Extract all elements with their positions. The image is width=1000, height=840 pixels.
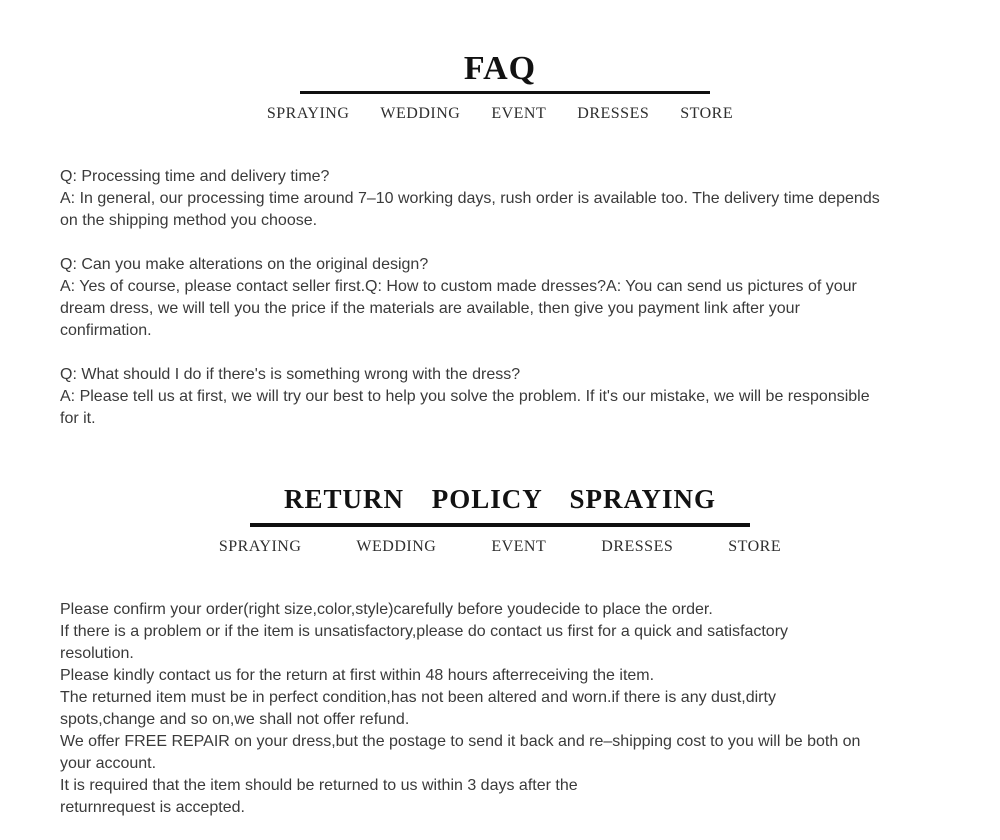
policy-line: Please kindly contact us for the return at first within 48 hours afterreceiving the item. (60, 667, 655, 684)
nav-item-store[interactable]: STORE (728, 538, 782, 555)
policy-line: your account. (60, 755, 157, 772)
policy-line: If there is a problem or if the item is unsatisfactory,please do contact us first for a quick and satisfactory (60, 623, 789, 640)
faq-title: FAQ (463, 50, 537, 87)
qa-line: Q: Can you make alterations on the original design? (60, 256, 429, 273)
policy-line: It is required that the item should be returned to us within 3 days after the (60, 777, 578, 794)
policy-line: Please confirm your order(right size,color,style)carefully before youdecide to place the order. (60, 601, 713, 618)
qa-line: dream dress, we will tell you the price if the materials are available, then give you payment link after your (60, 300, 800, 317)
qa-line: confirmation. (60, 322, 152, 339)
nav-item-event[interactable]: EVENT (491, 105, 547, 122)
qa-line: A: Please tell us at first, we will try our best to help you solve the problem. If it's our mistake, we will be responsible (60, 388, 870, 405)
qa-block-processing-time (60, 166, 1000, 232)
nav-item-spraying[interactable]: SPRAYING (266, 105, 350, 122)
nav-item-spraying[interactable]: SPRAYING (218, 538, 302, 555)
policy-line: spots,change and so on,we shall not offer refund. (60, 711, 410, 728)
qa-line: Q: What should I do if there's is something wrong with the dress? (60, 366, 521, 383)
nav-item-dresses[interactable]: DRESSES (601, 538, 674, 555)
qa-line: Q: Processing time and delivery time? (60, 168, 330, 185)
qa-line: on the shipping method you choose. (60, 212, 318, 229)
nav-item-wedding[interactable]: WEDDING (380, 105, 461, 122)
faq-category-nav (0, 103, 1000, 125)
return-policy-title-underline (250, 523, 750, 527)
nav-item-dresses[interactable]: DRESSES (577, 105, 650, 122)
return-policy-title: RETURN POLICY SPRAYING (283, 484, 717, 514)
nav-item-wedding[interactable]: WEDDING (356, 538, 437, 555)
policy-line: We offer FREE REPAIR on your dress,but the postage to send it back and re–shipping cost to you will be both on (60, 733, 861, 750)
policy-line: The returned item must be in perfect condition,has not been altered and worn.if there is any dust,dirty (60, 689, 776, 706)
qa-line: A: Yes of course, please contact seller first.Q: How to custom made dresses?A: You can send us pictures of your (60, 278, 857, 295)
qa-block-something-wrong (60, 364, 1000, 430)
nav-item-store[interactable]: STORE (680, 105, 734, 122)
faq-title-underline (300, 91, 710, 94)
policy-line: returnrequest is accepted. (60, 799, 245, 816)
qa-line: for it. (60, 410, 96, 427)
return-policy-category-nav (0, 536, 1000, 558)
policy-line: resolution. (60, 645, 134, 662)
qa-block-alterations (60, 254, 1000, 342)
nav-item-event[interactable]: EVENT (491, 538, 547, 555)
qa-line: A: In general, our processing time around 7–10 working days, rush order is available too. The delivery time depends (60, 190, 880, 207)
return-policy-body (60, 599, 1000, 819)
faq-body (60, 166, 1000, 452)
